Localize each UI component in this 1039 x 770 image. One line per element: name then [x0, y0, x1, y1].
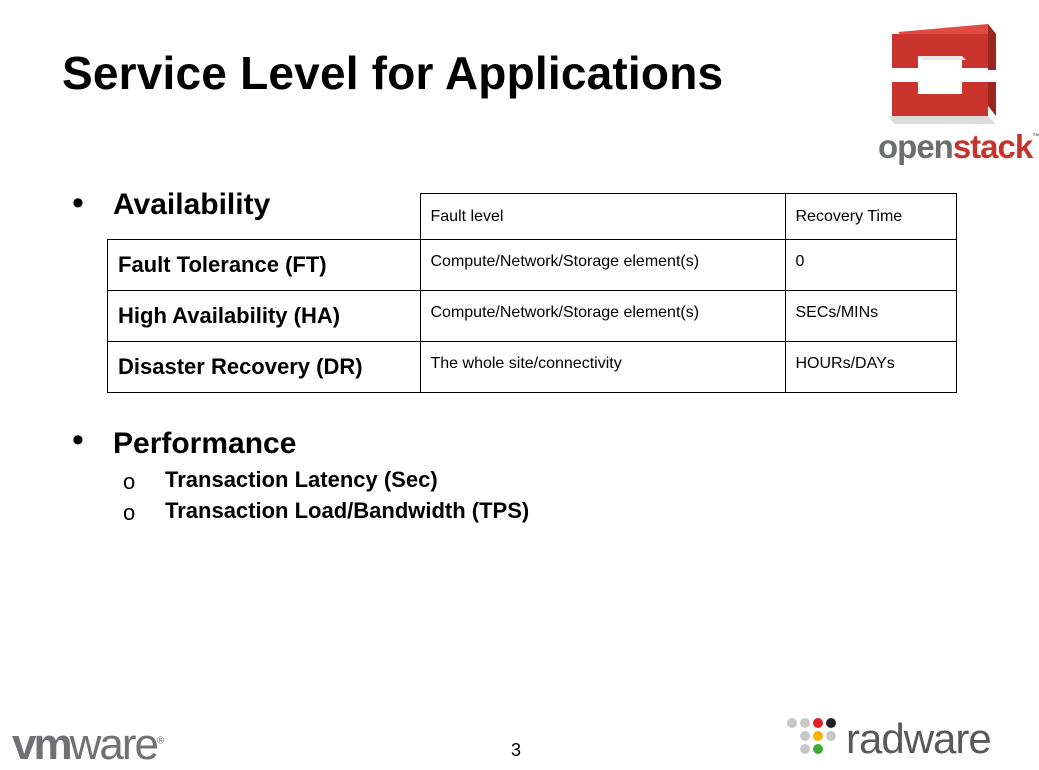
- page-number: 3: [511, 740, 522, 760]
- row-label-ft: Fault Tolerance (FT): [108, 240, 421, 291]
- row-label-ha: High Availability (HA): [108, 291, 421, 342]
- fault-level-cell: Compute/Network/Storage element(s): [420, 240, 785, 291]
- radware-logo: radware: [846, 715, 991, 762]
- performance-item-load: Transaction Load/Bandwidth (TPS): [165, 498, 530, 523]
- table-corner: [108, 194, 421, 240]
- bullet-dot: •: [72, 421, 84, 459]
- slide-title: Service Level for Applications: [62, 47, 724, 99]
- recovery-time-cell: 0: [785, 240, 956, 291]
- recovery-time-cell: HOURs/DAYs: [785, 342, 956, 393]
- recovery-time-cell: SECs/MINs: [785, 291, 956, 342]
- row-label-dr: Disaster Recovery (DR): [108, 342, 421, 393]
- sub-bullet-marker: o: [123, 500, 136, 525]
- performance-item-latency: Transaction Latency (Sec): [165, 467, 438, 492]
- header-fault-level: Fault level: [420, 194, 785, 240]
- table-row: [108, 342, 957, 393]
- performance-heading: Performance: [113, 427, 297, 460]
- vmware-logo: vmware®: [12, 720, 165, 769]
- table-row: [108, 240, 957, 291]
- fault-level-cell: The whole site/connectivity: [420, 342, 785, 393]
- radware-dots-icon: [784, 716, 840, 762]
- table-row: [108, 291, 957, 342]
- sub-bullet-marker: o: [123, 469, 136, 494]
- openstack-wordmark: openstack™: [878, 128, 1039, 165]
- header-recovery-time: Recovery Time: [785, 194, 956, 240]
- table-header-row: [108, 194, 957, 240]
- fault-level-cell: Compute/Network/Storage element(s): [420, 291, 785, 342]
- service-level-table: [107, 193, 957, 393]
- availability-heading: Availability: [113, 188, 271, 221]
- bullet-dot: •: [72, 184, 84, 222]
